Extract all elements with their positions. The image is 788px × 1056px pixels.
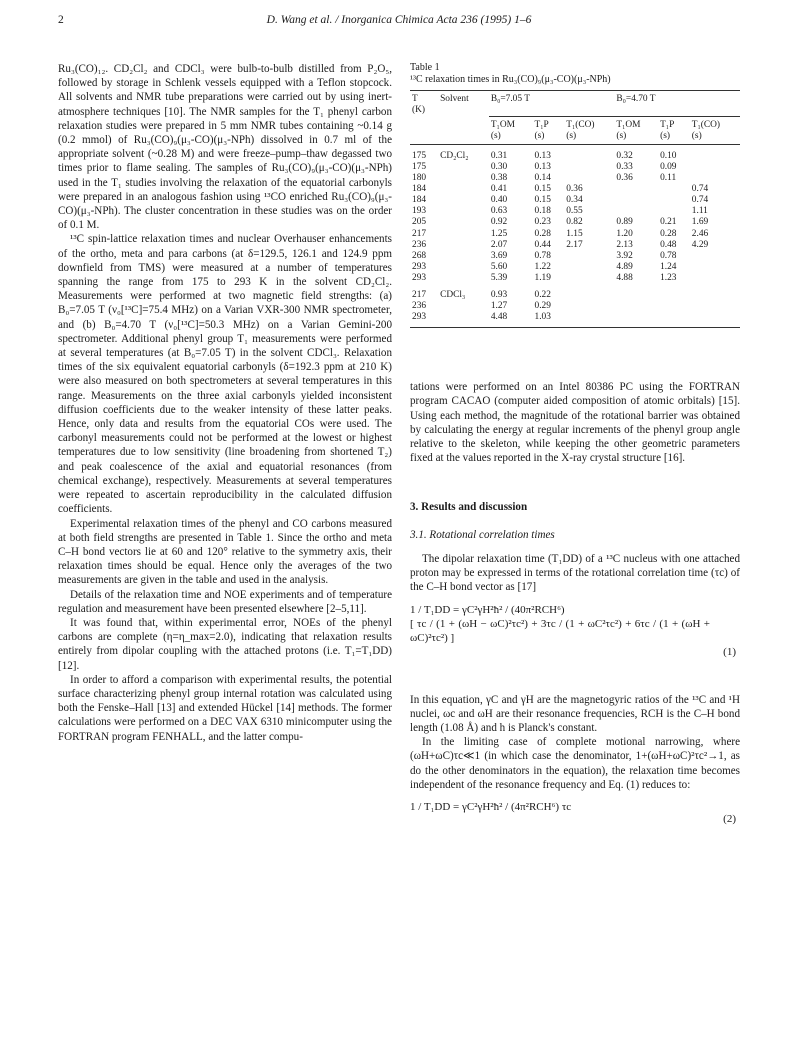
table-cell-a-co: [564, 262, 614, 273]
table-cell-T: 175: [412, 150, 427, 161]
table-cell-b-p: 0.11: [660, 173, 677, 184]
table-cell-b-p: 1.24: [660, 261, 677, 272]
table-1: [410, 62, 740, 328]
table-label: Table 1: [410, 62, 440, 73]
table-cell-solvent: [438, 184, 489, 195]
paragraph-cacao: tations were performed on an Intel 80386 PC using the FORTRAN program CACAO (computer aided composition of atomic orbitals) [15]. Using each method, the magnitude of the rotational barrier was obtained by calculating the energy at regular increments of the phenyl group angle relative to the skeleton, while keeping the other geometric parameters fixed at the values reported in the X-ray crystal structure [16].: [410, 381, 740, 465]
subheader-a-co: T₁(CO) (s): [564, 116, 614, 144]
table-cell-T: 193: [412, 206, 427, 217]
table-cell-b-om: 2.13: [616, 239, 633, 250]
table-cell-T: 217: [412, 290, 427, 300]
table-cell-T: 268: [412, 250, 427, 261]
col-header-field-a: B₀=7.05 T: [489, 91, 615, 117]
table-cell-b-om: 3.92: [616, 250, 633, 261]
table-cell-b-om: 0.33: [616, 161, 633, 172]
table-cell-solvent: [438, 229, 489, 240]
equation-1-number: (1): [723, 645, 736, 658]
table-cell-b-co: [690, 173, 740, 184]
table-cell-b-p: 0.28: [660, 228, 677, 239]
col-header-field-b: B₀=4.70 T: [614, 91, 740, 117]
subheader-a-om: T₁OM (s): [489, 116, 533, 144]
table-cell-a-co: [564, 251, 614, 262]
equation-2-body: 1 / T₁DD = γC²γH²ħ² / (4π²RCH⁶) τc: [410, 800, 572, 813]
table-cell-b-p: 0.48: [660, 239, 677, 250]
table-cell-a-p: 0.22: [534, 290, 551, 300]
table-cell-solvent: [438, 301, 489, 312]
subsection-heading: 3.1. Rotational correlation times: [410, 528, 555, 541]
table-cell-b-om: 1.20: [616, 228, 633, 239]
table-cell-a-om: 1.25: [490, 228, 508, 239]
table-cell-b-co: 0.74: [691, 184, 709, 195]
table-cell-a-om: 0.92: [490, 217, 508, 228]
table-cell-a-co: 0.36: [566, 184, 583, 195]
relaxation-table: [410, 90, 740, 328]
subheader-a-p: T₁P (s): [533, 116, 565, 144]
table-cell-b-om: 0.36: [616, 173, 633, 184]
table-cell-b-p: [658, 184, 690, 195]
paragraph-experimental-times: Experimental relaxation times of the phenyl and CO carbons measured at both field strengths are presented in Table 1. Since the ortho and meta C–H bond vectors lie at 60 and 120° relative to the symmetry axis, their relaxation times should be equal. Hence only the averages of the two measurements are given in the table and used in the analysis.: [58, 517, 392, 587]
table-cell-a-om: 2.07: [490, 239, 508, 250]
table-cell-T: 293: [410, 312, 438, 328]
running-title: D. Wang et al. / Inorganica Chimica Acta 236 (1995) 1–6: [266, 14, 532, 26]
table-cell-b-om: 4.88: [616, 272, 633, 283]
table-cell-a-p: 0.78: [534, 250, 551, 261]
table-row: [410, 217, 740, 228]
table-cell-a-co: [564, 301, 614, 312]
paragraph-measurements: ¹³C spin-lattice relaxation times and nuclear Overhauser enhancements of the ortho, meta and para carbons (at δ=129.5, 126.1 and 124.9 ppm downfield from TMS) were measured at a number of temperatures spanning the range from 175 to 293 K in the solvent CD₂Cl₂. Measurements were performed at two magnetic field strengths: (a) B₀=7.05 T (ν₀[¹³C]=75.4 MHz) on a Varian VXR-300 NMR spectrometer, and (b) B₀=4.70 T (ν₀[¹³C]=50.3 MHz) on a Varian Gemini-200 spectrometer. Additional phenyl group T₁ measurements were performed at several temperatures (at B₀=7.05 T) in the solvent CDCl₃. Relaxation times of the six equivalent equatorial carbonyls (δ=192.3 ppm at 210 K) were also measured on both spectrometers at several temperatures in this range. Measurements on the three axial carbonyls yielded inconsistent diffusion coefficients due to the weaker intensity of these latter peaks. Hence, only data and results from the equatorial COs were used. The carbonyl measurements could not be performed at the lowest or highest temperatures due to low sensitivity (line broadening from shortened T₂) and peak coalescence of the axial and equatorial resonances (from chemical exchange), respectively. Measurements at several temperatures were repeated to ascertain reproducibility in the calculated diffusion coefficients.: [58, 233, 392, 516]
table-row: [410, 173, 740, 184]
table-cell-T: 180: [412, 173, 427, 184]
table-cell-b-p: [658, 284, 690, 301]
table-cell-b-p: 1.23: [660, 272, 677, 283]
table-cell-b-co: 2.46: [691, 228, 709, 239]
table-cell-a-p: 0.14: [534, 173, 551, 184]
equation-1-lhs: 1 / T₁DD = γC²γH²ħ² / (40π²RCH⁶): [410, 603, 565, 616]
table-cell-a-p: 0.29: [534, 301, 551, 312]
table-cell-b-p: 0.10: [660, 150, 677, 161]
table-cell-b-p: [658, 195, 690, 206]
table-cell-b-om: 0.32: [616, 150, 633, 161]
table-cell-solvent: [438, 195, 489, 206]
equation-1: [410, 603, 740, 687]
subheader-b-co: T₁(CO) (s): [690, 116, 740, 144]
table-cell-b-co: [690, 162, 740, 173]
subheader-b-om: T₁OM (s): [614, 116, 658, 144]
table-cell-a-co: [564, 162, 614, 173]
paragraph-dipolar: The dipolar relaxation time (T₁DD) of a ¹³C nucleus with one attached proton may be expressed in terms of the rotational correlation time (τc) of the C–H bond vector as [17]: [410, 552, 740, 594]
table-cell-a-co: 0.82: [566, 217, 583, 228]
table-cell-a-om: 0.93: [490, 290, 508, 300]
table-cell-T: 184: [412, 184, 427, 195]
table-cell-T: 175: [412, 161, 427, 172]
table-cell-a-p: 1.22: [534, 261, 551, 272]
table-cell-b-co: [690, 312, 740, 328]
table-cell-a-om: 4.48: [489, 312, 533, 328]
table-cell-a-p: 0.13: [534, 161, 551, 172]
table-cell-a-om: 0.40: [490, 195, 508, 206]
table-cell-a-om: 0.30: [490, 161, 508, 172]
table-cell-a-om: 5.39: [490, 272, 508, 283]
table-cell-a-co: [564, 173, 614, 184]
table-cell-solvent: [438, 217, 489, 228]
table-cell-b-co: 4.29: [691, 239, 709, 250]
section-heading: 3. Results and discussion: [410, 500, 528, 513]
table-row: [410, 251, 740, 262]
table-cell-b-co: 0.74: [691, 195, 709, 206]
table-cell-a-co: [564, 144, 614, 162]
paragraph-symbols: In this equation, γC and γH are the magnetogyric ratios of the ¹³C and ¹H nuclei, ωc and ωH are their resonance frequencies, RCH is the C–H bond length (1.08 Å) and h is Planck's constant.: [410, 693, 740, 734]
table-row: [410, 229, 740, 240]
table-row: [410, 240, 740, 251]
table-cell-a-co: 0.34: [566, 195, 583, 206]
table-cell-b-om: [614, 312, 658, 328]
table-cell-a-om: 0.63: [490, 206, 508, 217]
table-cell-b-co: 1.69: [691, 217, 709, 228]
table-cell-b-om: [614, 206, 658, 217]
table-cell-b-co: [690, 251, 740, 262]
table-cell-b-co: [690, 284, 740, 301]
table-cell-T: 236: [412, 301, 427, 312]
table-row: [410, 262, 740, 273]
col-header-solvent: Solvent: [438, 91, 489, 117]
table-cell-a-p: 0.15: [534, 195, 551, 206]
table-cell-T: 293: [412, 261, 427, 272]
table-cell-b-om: [614, 184, 658, 195]
table-cell-b-om: 0.89: [616, 217, 633, 228]
table-cell-solvent: [438, 162, 489, 173]
table-row: [410, 206, 740, 217]
table-cell-a-co: [564, 312, 614, 328]
table-cell-solvent: [438, 240, 489, 251]
table-row: [410, 162, 740, 173]
table-cell-a-p: 0.13: [534, 150, 551, 161]
table-cell-b-om: [614, 284, 658, 301]
table-row: [410, 144, 740, 162]
table-row: [410, 184, 740, 195]
table-cell-a-co: 0.55: [566, 206, 583, 217]
table-body: [410, 144, 740, 327]
table-cell-a-p: 0.44: [534, 239, 551, 250]
table-cell-b-co: [690, 273, 740, 284]
table-cell-b-p: 0.09: [660, 161, 677, 172]
table-cell-a-p: 0.15: [534, 184, 551, 195]
table-cell-T: 293: [412, 272, 427, 283]
table-cell-a-co: [564, 284, 614, 301]
page-header: [58, 14, 740, 34]
table-cell-solvent: [438, 251, 489, 262]
table-cell-a-co: [564, 273, 614, 284]
table-cell-b-p: 0.21: [660, 217, 677, 228]
table-cell-a-p: 0.28: [534, 228, 551, 239]
table-row: [410, 301, 740, 312]
table-cell-b-co: [690, 144, 740, 162]
equation-2: [410, 800, 740, 840]
equation-2-number: (2): [723, 812, 736, 825]
table-cell-b-p: [658, 312, 690, 328]
table-cell-b-om: [614, 301, 658, 312]
table-cell-b-co: [690, 301, 740, 312]
table-cell-a-om: 0.41: [490, 184, 508, 195]
table-cell-b-om: 4.89: [616, 261, 633, 272]
table-row: [410, 284, 740, 301]
col-header-T: T (K): [410, 91, 438, 117]
paragraph-calculations: In order to afford a comparison with experimental results, the potential surface characterizing phenyl group internal rotation was calculated using both the Fenske–Hall [13] and extended Hückel [14] methods. The former calculations were performed on a DEC VAX 6310 minicomputer using the FORTRAN program FENHALL, and the latter compu-: [58, 673, 392, 743]
table-row: [410, 195, 740, 206]
table-caption: ¹³C relaxation times in Ru₃(CO)₉(μ₃-CO)(μ₃-NPh): [410, 74, 611, 85]
table-cell-b-p: [658, 301, 690, 312]
paragraph-details: Details of the relaxation time and NOE experiments and of temperature regulation and measurement have been presented elsewhere [2–5,11].: [58, 588, 392, 615]
table-row: [410, 273, 740, 284]
table-cell-T: 184: [412, 195, 427, 206]
table-cell-a-p: 0.18: [534, 206, 551, 217]
table-cell-a-om: 0.31: [490, 150, 508, 161]
table-cell-a-p: 0.23: [534, 217, 551, 228]
table-cell-b-p: [658, 206, 690, 217]
table-row: [410, 312, 740, 328]
paragraph-noe: It was found that, within experimental error, NOEs of the phenyl carbons are complete (η=η_max=2.0), indicating that relaxation results entirely from dipolar coupling with the attached protons (i.e. T₁=T₁DD) [12].: [58, 616, 392, 672]
table-cell-b-co: 1.11: [691, 206, 708, 217]
table-cell-a-co: 1.15: [566, 228, 583, 239]
table-cell-b-om: [614, 195, 658, 206]
table-cell-solvent: [438, 206, 489, 217]
table-cell-b-co: [690, 262, 740, 273]
table-cell-T: 217: [412, 228, 427, 239]
table-cell-a-p: 1.19: [534, 272, 551, 283]
table-cell-a-om: 0.38: [490, 173, 508, 184]
table-cell-solvent: [438, 273, 489, 284]
paragraph-limit: In the limiting case of complete motional narrowing, where (ωH+ωC)τc≪1 (in which case the denominator, 1+(ωH+ωC)²τc²→1, as do the other denominators in the equation), the relaxation time becomes independent of the resonance frequency and Eq. (1) reduces to:: [410, 736, 740, 791]
table-cell-solvent: CD₂Cl₂: [440, 150, 469, 161]
table-cell-solvent: [438, 312, 489, 328]
table-cell-solvent: [438, 262, 489, 273]
left-column: [58, 62, 392, 744]
table-cell-solvent: CDCl₃: [440, 290, 466, 300]
right-column: [410, 62, 740, 846]
table-cell-T: 205: [412, 217, 427, 228]
paragraph-materials: Ru₃(CO)₁₂. CD₂Cl₂ and CDCl₃ were bulb-to-bulb distilled from P₂O₅, followed by storage in Schlenk vessels equipped with a Teflon stopcock. All solvents and NMR tube preparations were carried out by using inert-atmosphere techniques [10]. The NMR samples for the T₁ phenyl carbon relaxation studies were prepared in 5 mm NMR tubes containing ~0.14 g (0.2 mmol) of Ru₃(CO)₉(μ₃-CO)(μ₃-NPh) dissolved in 0.7 ml of the appropriate solvent (~0.28 M) and were freeze–pump–thaw degassed two times prior to flame sealing. The samples of Ru₃(CO)₉(μ₃-CO)(μ₃-NPh) used in the T₁ studies involving the relaxation of the equatorial carbonyls were prepared in an analogous fashion using ¹³CO enriched Ru₃(CO)₉(μ₃-CO)(μ₃-NPh). The cluster concentration in these studies was on the order of 0.1 M.: [58, 63, 392, 232]
table-cell-a-co: 2.17: [566, 239, 583, 250]
table-cell-solvent: [438, 173, 489, 184]
table-cell-a-om: 5.60: [490, 261, 508, 272]
subheader-b-p: T₁P (s): [658, 116, 690, 144]
table-cell-a-om: 1.27: [490, 301, 508, 312]
table-cell-b-p: 0.78: [660, 250, 677, 261]
equation-1-rhs: [ τc / (1 + (ωH − ωC)²τc²) + 3τc / (1 + ωC²τc²) + 6τc / (1 + (ωH + ωC)²τc²) ]: [410, 617, 710, 644]
table-cell-T: 236: [412, 239, 427, 250]
table-cell-a-om: 3.69: [490, 250, 508, 261]
table-cell-a-p: 1.03: [533, 312, 565, 328]
page-number: 2: [58, 14, 64, 26]
